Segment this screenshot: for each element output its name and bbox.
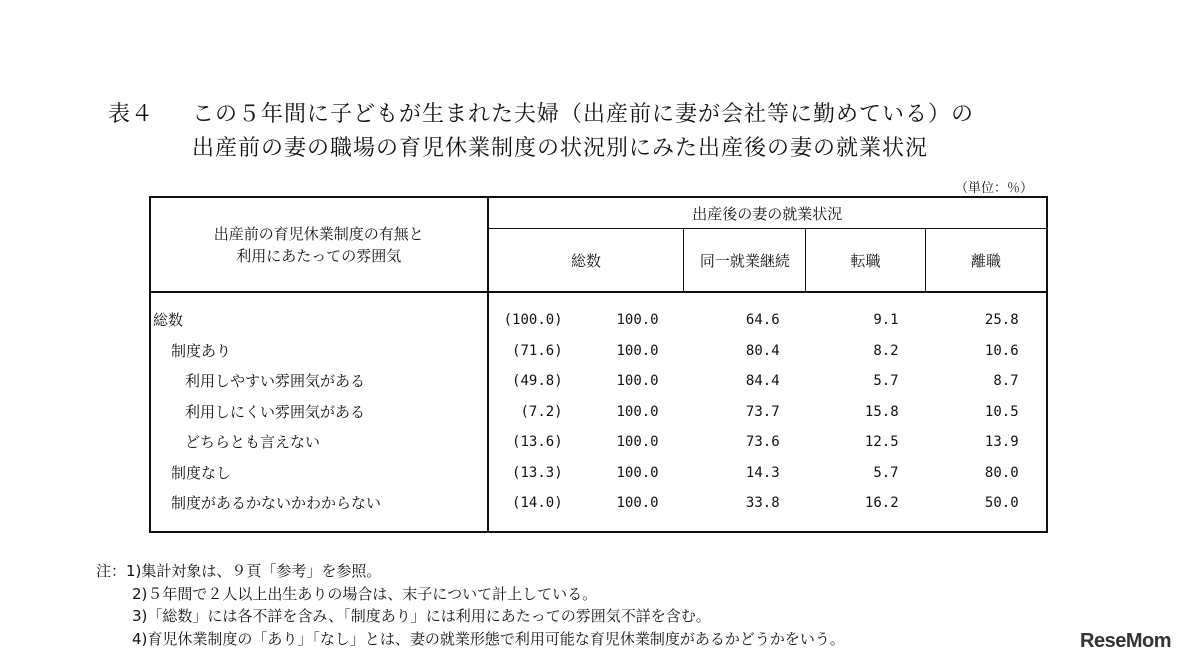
row-header-line-1: 出産前の育児休業制度の有無と: [213, 224, 424, 243]
row-job-change-value: 9.1: [873, 312, 899, 328]
row-label: 総数: [153, 311, 184, 329]
row-same-job-value: 64.6: [745, 312, 780, 328]
row-resign-value: 50.0: [984, 495, 1019, 511]
col-header-resign: 離職: [926, 229, 1047, 293]
footnote-2: 2)５年間で２人以上出生ありの場合は、末子について計上している。: [132, 584, 598, 603]
row-total-value: 100.0: [616, 403, 659, 420]
row-share-value: (14.0): [512, 495, 563, 511]
row-total-value: 100.0: [616, 373, 659, 389]
row-total-value: 100.0: [616, 342, 659, 359]
footnote-4: 4)育児休業制度の「あり」「なし」とは、妻の就業形態で利用可能な育児休業制度があるかどうかをいう。: [132, 629, 845, 648]
row-label: どちらとも言えない: [185, 433, 321, 451]
row-resign-value: 10.5: [984, 403, 1019, 420]
row-label: 制度あり: [171, 341, 232, 360]
row-share-value: (49.8): [512, 373, 563, 389]
data-table: [149, 196, 1048, 533]
col-header-same-job: 同一就業継続: [684, 229, 806, 293]
row-same-job-value: 33.8: [745, 495, 780, 511]
row-same-job-value: 14.3: [745, 464, 780, 481]
row-share-value: (13.6): [512, 434, 563, 450]
row-share-value: (71.6): [512, 342, 563, 359]
table-title: [108, 98, 974, 166]
row-job-change-value: 15.8: [864, 403, 899, 420]
row-total-value: 100.0: [616, 312, 659, 328]
row-label: 利用しにくい雰囲気がある: [185, 402, 366, 421]
title-line-1: [108, 98, 974, 132]
row-resign-value: 25.8: [984, 312, 1019, 328]
row-resign-value: 13.9: [984, 434, 1019, 450]
row-share-value: (7.2): [520, 403, 563, 420]
row-labels-cell: [150, 292, 488, 532]
row-values: [489, 305, 1046, 519]
row-header-line-2: 利用にあたっての雰囲気: [236, 246, 402, 265]
row-label: 利用しやすい雰囲気がある: [185, 372, 366, 390]
row-same-job-value: 84.4: [745, 373, 780, 389]
row-job-change-value: 12.5: [864, 434, 899, 450]
row-share-value: (13.3): [512, 464, 563, 481]
footnotes: [96, 560, 845, 650]
unit-note: （単位：％）: [954, 181, 1033, 196]
row-total-value: 100.0: [616, 464, 659, 481]
row-total-value: 100.0: [616, 495, 659, 511]
footnote-1: 注：1)集計対象は、９頁「参考」を参照。: [96, 562, 382, 580]
row-job-change-value: 8.2: [873, 342, 899, 359]
row-resign-value: 80.0: [984, 464, 1019, 481]
row-resign-value: 10.6: [984, 342, 1019, 359]
row-label: 制度があるかないかわからない: [171, 494, 382, 512]
row-job-change-value: 5.7: [873, 373, 899, 389]
row-same-job-value: 73.7: [745, 403, 780, 420]
values-cell: [488, 292, 1047, 532]
row-labels: [151, 305, 487, 519]
row-same-job-value: 80.4: [745, 342, 780, 359]
footnote-3: 3)「総数」には各不詳を含み、「制度あり」には利用にあたっての雰囲気不詳を含む。: [132, 607, 711, 625]
row-same-job-value: 73.6: [745, 434, 780, 450]
row-job-change-value: 16.2: [864, 495, 899, 511]
col-header-total: 総数: [488, 229, 684, 293]
title-text-1: この５年間に子どもが生まれた夫婦（出産前に妻が会社等に勤めている）の: [192, 102, 975, 127]
group-header: 出産後の妻の就業状況: [488, 197, 1047, 229]
row-job-change-value: 5.7: [873, 464, 899, 481]
row-resign-value: 8.7: [993, 373, 1019, 389]
col-header-job-change: 転職: [806, 229, 926, 293]
row-share-value: (100.0): [503, 312, 563, 328]
row-label: 制度なし: [171, 463, 232, 482]
resemom-logo: ReseMom: [1080, 630, 1171, 652]
row-header-cell: [150, 197, 488, 292]
row-total-value: 100.0: [616, 434, 659, 450]
title-line-2: 出産前の妻の職場の育児休業制度の状況別にみた出産後の妻の就業状況: [192, 136, 929, 161]
table-number: 表４: [108, 102, 155, 127]
